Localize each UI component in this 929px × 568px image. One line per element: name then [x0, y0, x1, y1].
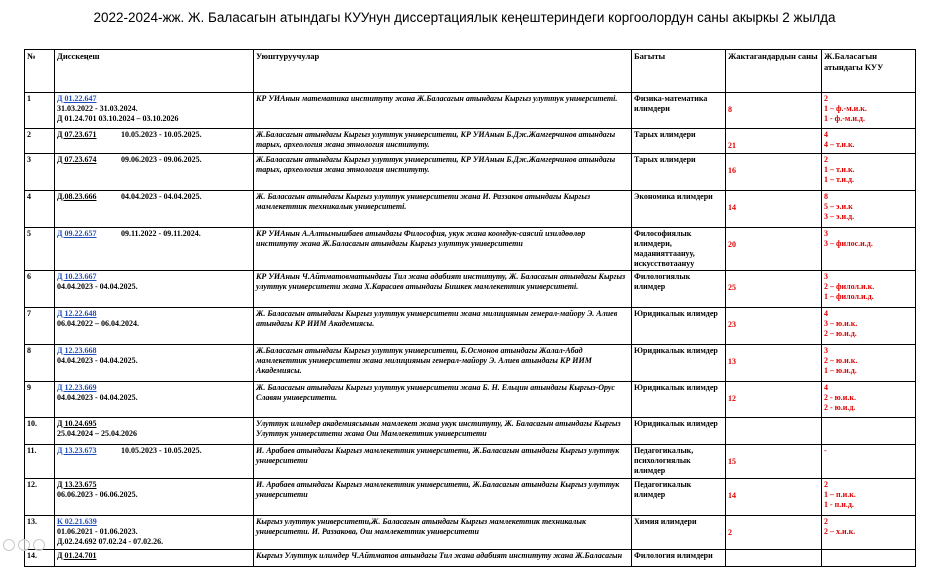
kuu-line: 1 – ю.и.д.: [824, 366, 857, 375]
row-number: 9: [25, 382, 55, 418]
council-code: Д 01.24.701: [57, 551, 97, 560]
council-code-link[interactable]: Д 12.22.648: [57, 309, 97, 318]
council-period: 06.06.2023 - 06.06.2025.: [57, 490, 138, 499]
defenses-value: 2: [728, 528, 732, 537]
defenses-count: [726, 191, 822, 228]
kuu-line: 4 – т.и.к.: [824, 140, 855, 149]
direction-cell: Педагогикалык илимдер: [632, 479, 726, 516]
council-code-link[interactable]: Д 10.23.667: [57, 272, 97, 281]
organizers-cell: Ж.Баласагын атындагы Кыргыз улуттук университети, КР УИАнын Б.Дж.Жамгерчинов атындагы тарых, археология жана этнология институту.: [254, 129, 632, 154]
table-body: [25, 93, 916, 567]
kuu-line: -: [824, 446, 827, 455]
table-row: [25, 228, 916, 271]
council-code-link[interactable]: Д 12.23.668: [57, 346, 97, 355]
direction-cell: Химия илимдери: [632, 516, 726, 550]
organizers-cell: Ж. Баласагын атындагы Кыргыз улуттук университети жана милициянын генерал-майору Э. Алиев атындагы КР ИИМ Академиясы.: [254, 308, 632, 345]
council-period: 01.06.2021 - 01.06.2023.: [57, 527, 138, 536]
table-row: [25, 154, 916, 191]
table-row: [25, 129, 916, 154]
council-cell: [55, 191, 254, 228]
row-number: 6: [25, 271, 55, 308]
defenses-count: [726, 445, 822, 479]
direction-cell: Тарых илимдери: [632, 154, 726, 191]
defenses-count: [726, 516, 822, 550]
organizers-cell: Кыргыз улуттук университети,Ж. Баласагын атындагы Кыргыз мамлекеттик техникалык университети. И. Раззакова, Ош мамлекеттик университети: [254, 516, 632, 550]
header-number: №: [25, 50, 55, 93]
organizers-cell: Кыргыз Улуттук илимдер Ч.Айтматов атындагы Тил жана адабият институту жана Ж.Баласагын: [254, 550, 632, 567]
direction-cell: Юридикалык илимдер: [632, 382, 726, 418]
direction-cell: Физика-математика илимдери: [632, 93, 726, 129]
kuu-line: 2 – ю.и.д.: [824, 329, 857, 338]
table-row: [25, 308, 916, 345]
kuu-cell: [822, 445, 916, 479]
organizers-cell: КР УИАнын математика институту жана Ж.Баласагын атындагы Кыргыз улуттук университеті.: [254, 93, 632, 129]
table-row: [25, 550, 916, 567]
kuu-cell: [822, 271, 916, 308]
kuu-line: 1 – филол.и.д.: [824, 292, 874, 301]
header-direction: Багыты: [632, 50, 726, 93]
organizers-cell: Улуттук илимдер академиясынын мамлекет жана укук институту, Ж. Баласагын атындагы Кыргыз Улуттук университети жана Ош Мамлекеттик университети: [254, 418, 632, 445]
council-code-link[interactable]: К 02.21.639: [57, 517, 97, 526]
kuu-line: 1 - ф.-м.и.д.: [824, 114, 865, 123]
row-number: 5: [25, 228, 55, 271]
row-number: 8: [25, 345, 55, 382]
defenses-value: 20: [728, 240, 736, 249]
council-period: 10.05.2023 - 10.05.2025.: [121, 446, 202, 455]
defenses-value: 25: [728, 283, 736, 292]
dissertation-council-table: [24, 49, 916, 567]
council-period: 06.04.2022 – 06.04.2024.: [57, 319, 139, 328]
kuu-line: 2 - ю.и.д.: [824, 403, 856, 412]
council-period: Д 01.24.701 03.10.2024 – 03.10.2026: [57, 114, 179, 123]
kuu-line: 3 – ю.и.к.: [824, 319, 858, 328]
council-cell: [55, 382, 254, 418]
row-number: 14.: [25, 550, 55, 567]
kuu-line: 2: [824, 517, 828, 526]
council-code: Д 13.23.675: [57, 480, 97, 489]
floating-widget[interactable]: [3, 539, 45, 551]
direction-cell: Филология илимдери: [632, 550, 726, 567]
council-cell: [55, 228, 254, 271]
kuu-line: 1 – т.и.к.: [824, 165, 855, 174]
defenses-count: [726, 271, 822, 308]
council-cell: [55, 271, 254, 308]
kuu-line: 2 – х.и.к.: [824, 527, 856, 536]
kuu-line: 3: [824, 229, 828, 238]
table-row: [25, 479, 916, 516]
defenses-value: 12: [728, 394, 736, 403]
kuu-cell: [822, 228, 916, 271]
direction-cell: Экономика илимдери: [632, 191, 726, 228]
kuu-line: 4: [824, 130, 828, 139]
kuu-cell: [822, 345, 916, 382]
table-header-row: [25, 50, 916, 93]
defenses-count: [726, 228, 822, 271]
kuu-line: 4: [824, 383, 828, 392]
defenses-count: [726, 308, 822, 345]
direction-cell: Юридикалык илимдер: [632, 418, 726, 445]
kuu-line: 2: [824, 155, 828, 164]
council-code-link[interactable]: Д 13.23.673: [57, 446, 97, 455]
organizers-cell: Ж.Баласагын атындагы Кыргыз улуттук университети, Б.Осмонов атындагы Жалал-Абад мамлекеттик университети жана милициянын генерал-майору Э. Алиев атындагы КР ИИМ Академиясы.: [254, 345, 632, 382]
kuu-line: 8: [824, 192, 828, 201]
kuu-line: 1 – п.и.к.: [824, 490, 856, 499]
kuu-line: 2: [824, 94, 828, 103]
defenses-count: [726, 382, 822, 418]
direction-cell: Филологиялык илимдер: [632, 271, 726, 308]
council-period: 10.05.2023 - 10.05.2025.: [121, 130, 202, 139]
council-cell: [55, 129, 254, 154]
defenses-count: [726, 154, 822, 191]
header-kuu: Ж.Баласагын атындагы КУУ: [822, 50, 916, 93]
table-row: [25, 345, 916, 382]
organizers-cell: КР УИАнын Ч.Айтматовматындагы Тил жана адабият институту, Ж. Баласагын атындагы Кыргыз улуттук университети жана Х.Карасаев атындагы Бишкек мамлекеттик университеті.: [254, 271, 632, 308]
kuu-line: 1 – ф.-м.и.к.: [824, 104, 867, 113]
council-code-link[interactable]: Д 12.23.669: [57, 383, 97, 392]
kuu-line: 2 – ю.и.к.: [824, 356, 858, 365]
organizers-cell: КР УИАнын А.Алтымышбаев атындагы Философия, укук жана коомдук-саясий изилдөөлөр институту жана Ж.Баласагын атындагы Кыргыз улуттук университети: [254, 228, 632, 271]
council-cell: [55, 93, 254, 129]
council-period: 04.04.2023 - 04.04.2025.: [57, 282, 138, 291]
direction-cell: Тарых илимдери: [632, 129, 726, 154]
council-period: 09.06.2023 - 09.06.2025.: [121, 155, 202, 164]
defenses-value: 8: [728, 105, 732, 114]
row-number: 7: [25, 308, 55, 345]
direction-cell: Юридикалык илимдер: [632, 308, 726, 345]
organizers-cell: И. Арабаев атындагы Кыргыз мамлекеттик университети, Ж.Баласагын атындагы Кыргыз улуттук университети: [254, 479, 632, 516]
defenses-value: 23: [728, 320, 736, 329]
circle-icon[interactable]: [33, 539, 45, 551]
council-period: Д.02.24.692 07.02.24 - 07.02.26.: [57, 537, 164, 546]
row-number: 3: [25, 154, 55, 191]
kuu-cell: [822, 93, 916, 129]
council-code-link[interactable]: Д 09.22.657: [57, 229, 97, 238]
table-row: [25, 418, 916, 445]
council-cell: [55, 418, 254, 445]
kuu-line: 3: [824, 346, 828, 355]
table-row: [25, 516, 916, 550]
council-cell: [55, 345, 254, 382]
kuu-line: 2 – филол.и.к.: [824, 282, 875, 291]
defenses-count: [726, 345, 822, 382]
kuu-cell: [822, 516, 916, 550]
council-cell: [55, 516, 254, 550]
council-period: 31.03.2022 - 31.03.2024.: [57, 104, 138, 113]
direction-cell: Педагогикалык, психологиялык илимдер: [632, 445, 726, 479]
kuu-cell: [822, 418, 916, 445]
row-number: 13.: [25, 516, 55, 550]
row-number: 2: [25, 129, 55, 154]
defenses-value: 14: [728, 203, 736, 212]
row-number: 12.: [25, 479, 55, 516]
kuu-line: 5 – э.и.к: [824, 202, 853, 211]
council-period: 04.04.2023 - 04.04.2025.: [57, 393, 138, 402]
organizers-cell: Ж. Баласагын атындагы Кыргыз улуттук университети жана Б. Н. Ельцин атындагы Кыргыз-Орус Славян университети.: [254, 382, 632, 418]
defenses-value: 14: [728, 491, 736, 500]
council-cell: [55, 550, 254, 567]
council-period: 25.04.2024 – 25.04.2026: [57, 429, 137, 438]
kuu-line: 1 - п.и.д.: [824, 500, 854, 509]
defenses-value: 15: [728, 457, 736, 466]
defenses-count: [726, 479, 822, 516]
table-row: [25, 271, 916, 308]
kuu-cell: [822, 154, 916, 191]
row-number: 10.: [25, 418, 55, 445]
defenses-count: [726, 129, 822, 154]
council-code: Д 07.23.671: [57, 130, 97, 139]
kuu-cell: [822, 382, 916, 418]
council-code: Д 07.23.674: [57, 155, 97, 164]
table-row: [25, 445, 916, 479]
row-number: 1: [25, 93, 55, 129]
council-period: 04.04.2023 - 04.04.2025.: [57, 356, 138, 365]
council-cell: [55, 445, 254, 479]
circle-icon[interactable]: [18, 539, 30, 551]
table-row: [25, 93, 916, 129]
organizers-cell: Ж. Баласагын атындагы Кыргыз улуттук университети жана И. Раззаков атындагы Кыргыз мамлекеттик техникалык университеті.: [254, 191, 632, 228]
defenses-value: 13: [728, 357, 736, 366]
kuu-line: 2: [824, 480, 828, 489]
kuu-cell: [822, 129, 916, 154]
kuu-line: 2 - ю.и.к.: [824, 393, 856, 402]
header-organizers: Уюштуруучулар: [254, 50, 632, 93]
circle-icon[interactable]: [3, 539, 15, 551]
council-code: Д.08.23.666: [57, 192, 97, 201]
defenses-count: [726, 550, 822, 567]
defenses-value: 16: [728, 166, 736, 175]
kuu-line: 3 – э.и.д.: [824, 212, 855, 221]
organizers-cell: Ж.Баласагын атындагы Кыргыз улуттук университети, КР УИАнын Б.Дж.Жамгерчинов атындагы тарых, археология жана этнология институту.: [254, 154, 632, 191]
table-row: [25, 191, 916, 228]
row-number: 4: [25, 191, 55, 228]
page-title: 2022-2024-жж. Ж. Баласагын атындагы КУУнун диссертациялык кеңештериндеги коргоолордун саны акыркы 2 жылда: [93, 10, 836, 25]
kuu-line: 3: [824, 272, 828, 281]
council-cell: [55, 154, 254, 191]
council-cell: [55, 308, 254, 345]
direction-cell: Юридикалык илимдер: [632, 345, 726, 382]
kuu-line: 4: [824, 309, 828, 318]
kuu-cell: [822, 191, 916, 228]
council-code-link[interactable]: Д 01.22.647: [57, 94, 97, 103]
defenses-count: [726, 418, 822, 445]
kuu-line: 1 – т.и.д.: [824, 175, 854, 184]
kuu-cell: [822, 308, 916, 345]
council-code: Д 10.24.695: [57, 419, 97, 428]
organizers-cell: И. Арабаев атындагы Кыргыз мамлекеттик университети, Ж.Баласагын атындагы Кыргыз улуттук университети: [254, 445, 632, 479]
council-cell: [55, 479, 254, 516]
defenses-value: 21: [728, 141, 736, 150]
council-period: 04.04.2023 - 04.04.2025.: [121, 192, 202, 201]
row-number: 11.: [25, 445, 55, 479]
header-council: Дисскеңеш: [55, 50, 254, 93]
kuu-cell: [822, 550, 916, 567]
kuu-line: 3 – филос.и.д.: [824, 239, 873, 248]
header-defenses: Жактагандардын саны: [726, 50, 822, 93]
table-row: [25, 382, 916, 418]
defenses-count: [726, 93, 822, 129]
direction-cell: Философиялык илимдери, маданияттаануу, искусствотаануу: [632, 228, 726, 271]
kuu-cell: [822, 479, 916, 516]
council-period: 09.11.2022 - 09.11.2024.: [121, 229, 201, 238]
